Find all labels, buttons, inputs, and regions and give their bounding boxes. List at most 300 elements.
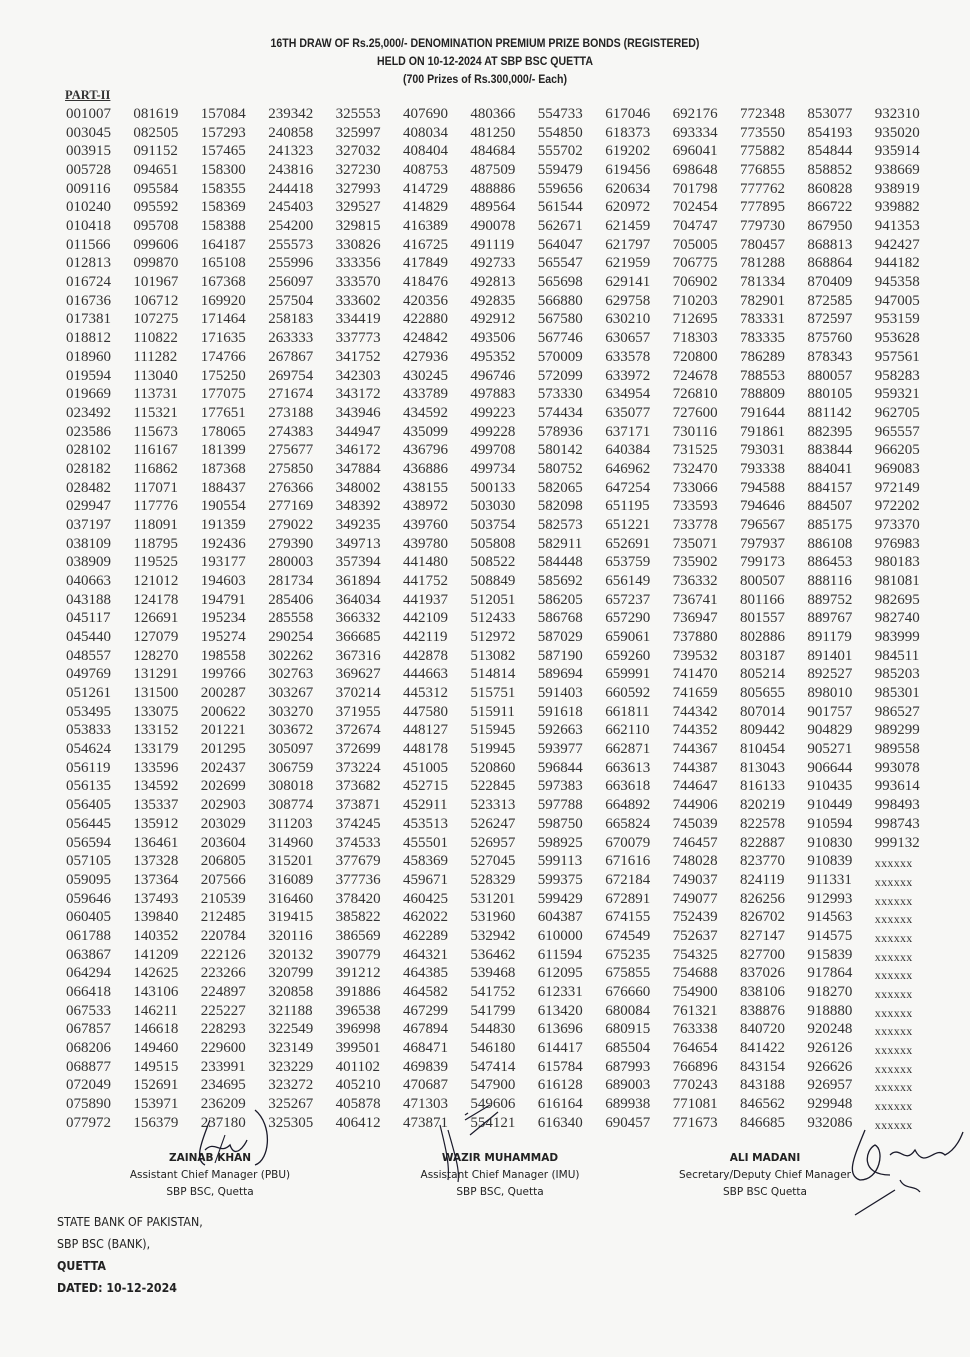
bond-number: 634954 <box>605 386 651 403</box>
bond-number: 981081 <box>874 573 920 589</box>
bond-number: 515751 <box>470 685 516 702</box>
bond-number: 777762 <box>740 180 785 197</box>
bond-number: 724678 <box>672 367 718 384</box>
bond-number: 323272 <box>268 1077 314 1094</box>
bond-number: 945358 <box>874 274 920 291</box>
bond-number: 794588 <box>740 479 785 496</box>
bond-number: 244418 <box>268 180 314 197</box>
bond-number: 408034 <box>403 124 448 141</box>
signatory-2 <box>395 1150 605 1201</box>
bond-number: 653759 <box>605 554 651 571</box>
bond-number: 822887 <box>740 834 785 851</box>
bond-number: 279390 <box>268 535 314 552</box>
bond-number: 436886 <box>403 460 448 477</box>
signatory-name: ZAINAB KHAN <box>168 1152 252 1164</box>
bond-number: 468471 <box>403 1040 448 1056</box>
bond-number: 976983 <box>874 535 920 552</box>
bond-number: 319415 <box>268 909 314 926</box>
bond-number: 598750 <box>537 815 583 832</box>
bond-number: 615784 <box>537 1058 583 1075</box>
bond-number: 803187 <box>740 647 785 664</box>
bond-number: 190554 <box>200 498 246 515</box>
bond-number: 053495 <box>66 703 111 720</box>
bond-number: 993614 <box>874 778 920 795</box>
bond-number: 082505 <box>133 124 179 141</box>
bond-number: 685504 <box>605 1040 651 1056</box>
bond-number: 884157 <box>807 479 853 496</box>
bond-number: 408404 <box>403 143 448 160</box>
bond-number: 783331 <box>740 311 785 328</box>
bond-number: 322549 <box>268 1021 314 1038</box>
bond-number: 731525 <box>672 442 718 459</box>
bond-number: 958283 <box>874 367 920 384</box>
bond-number: 490078 <box>470 218 516 235</box>
bond-number: 541799 <box>470 1002 516 1019</box>
bond-number: 826702 <box>740 909 785 926</box>
bond-number: 620634 <box>605 180 651 197</box>
bond-number: 786289 <box>740 348 785 365</box>
bond-number: 777895 <box>740 199 785 216</box>
bond-number: 224897 <box>200 983 246 1000</box>
bond-number: 741659 <box>672 685 718 702</box>
bond-number: 780457 <box>740 236 785 253</box>
bond-number: 912993 <box>807 890 853 907</box>
bond-number: 593977 <box>537 741 583 758</box>
prizes-info: (700 Prizes of Rs.300,000/- Each) <box>402 74 568 86</box>
bond-number: 158388 <box>200 218 246 235</box>
bond-number: 269754 <box>268 367 314 384</box>
bond-number: 503754 <box>470 516 516 533</box>
bond-number: 407690 <box>403 106 448 122</box>
bond-number: 441752 <box>403 573 448 589</box>
bond-number: 137493 <box>133 890 179 907</box>
bond-number: 853077 <box>807 106 853 122</box>
bond-number: 495352 <box>470 348 516 365</box>
bond-number: 341752 <box>335 348 381 365</box>
bond-number: 316089 <box>268 871 314 888</box>
bond-number: 081619 <box>133 106 179 122</box>
bond-number: 115673 <box>133 423 178 440</box>
bond-number: 043188 <box>66 591 111 608</box>
bond-number: 308774 <box>268 797 314 814</box>
bond-number: 610000 <box>537 927 583 944</box>
bond-number: 846685 <box>740 1114 785 1131</box>
bond-number: 680084 <box>605 1002 651 1019</box>
bond-number: 273188 <box>268 404 314 421</box>
bond-number: 414729 <box>403 180 448 197</box>
bond-number: 001007 <box>66 106 111 122</box>
bond-number: 126691 <box>133 610 179 627</box>
bond-number: 045117 <box>66 610 111 627</box>
bond-number: 630657 <box>605 330 651 347</box>
footer-date: DATED: 10-12-2024 <box>57 1281 177 1295</box>
bond-number: 256097 <box>268 274 314 291</box>
bond-number: 858852 <box>807 162 853 179</box>
bond-number: 016724 <box>66 274 111 291</box>
bond-number: 647254 <box>605 479 651 496</box>
bond-number: 656149 <box>605 573 651 589</box>
bond-number: 886453 <box>807 554 853 571</box>
bond-number: 373871 <box>335 797 381 814</box>
bond-number: 868813 <box>807 236 853 253</box>
bond-number: 320799 <box>268 965 314 982</box>
bond-number: 838106 <box>740 983 785 1000</box>
bond-number: 771081 <box>672 1096 718 1113</box>
bond-number: 554850 <box>537 124 583 141</box>
bond-number: 010418 <box>66 218 111 235</box>
bond-number: xxxxxx <box>874 968 913 983</box>
bond-number: 158300 <box>200 162 246 179</box>
bond-number: 701798 <box>672 180 718 197</box>
bond-number: 816133 <box>740 778 785 795</box>
bond-number: 651221 <box>605 516 651 533</box>
bond-number: 378420 <box>335 890 381 907</box>
bond-number: 152691 <box>133 1077 179 1094</box>
bond-number: 116167 <box>133 442 178 459</box>
bond-number: 038909 <box>66 554 111 571</box>
bond-number: 938919 <box>874 180 920 197</box>
bond-number: 329815 <box>335 218 381 235</box>
bond-number: 985301 <box>874 685 920 702</box>
bond-number: 618373 <box>605 124 651 141</box>
bond-number: 574434 <box>537 404 583 421</box>
bond-number: 212485 <box>200 909 246 926</box>
bond-number: 696041 <box>672 143 718 160</box>
bond-number: 640384 <box>605 442 651 459</box>
bond-number: 651195 <box>605 498 650 515</box>
bond-number: 661811 <box>605 703 650 720</box>
bond-number: 198558 <box>200 647 246 664</box>
bond-number: 028182 <box>66 460 111 477</box>
bond-number: 323149 <box>268 1040 314 1056</box>
bond-number: 234695 <box>200 1077 246 1094</box>
bond-number: 067533 <box>66 1002 111 1019</box>
bond-number: 965557 <box>874 423 920 440</box>
bond-number: 508522 <box>470 554 516 571</box>
bond-number: 972202 <box>874 498 920 515</box>
bond-number: 689003 <box>605 1077 651 1094</box>
bond-number: 225227 <box>200 1002 246 1019</box>
bond-number: 327032 <box>335 143 381 160</box>
bond-number: 113731 <box>133 386 178 403</box>
bond-number: 325997 <box>335 124 381 141</box>
bond-number: 889767 <box>807 610 853 627</box>
bond-number: 099870 <box>133 255 179 272</box>
bond-number: 910830 <box>807 834 853 851</box>
bond-number: 973370 <box>874 516 920 533</box>
bond-number: 616164 <box>537 1096 583 1113</box>
bond-number: 515911 <box>470 703 515 720</box>
bond-number: 932310 <box>874 106 920 122</box>
bond-number: 891401 <box>807 647 853 664</box>
bond-number: 146618 <box>133 1021 179 1038</box>
bond-number: 330826 <box>335 236 381 253</box>
bond-number: 664892 <box>605 797 651 814</box>
bond-number: 149515 <box>133 1058 179 1075</box>
bond-number: 838876 <box>740 1002 785 1019</box>
bond-number: 512051 <box>470 591 516 608</box>
bond-number: 280003 <box>268 554 314 571</box>
bond-number: 051261 <box>66 685 111 702</box>
bond-number: 980183 <box>874 554 920 571</box>
bond-number: 228293 <box>200 1021 246 1038</box>
bond-number: 133596 <box>133 759 179 776</box>
bond-number: 754900 <box>672 983 718 1000</box>
bond-number: 418476 <box>403 274 448 291</box>
bond-number: xxxxxx <box>874 949 913 964</box>
bond-number: 824119 <box>740 871 785 888</box>
bond-number: 349235 <box>335 516 381 533</box>
bond-number: 867950 <box>807 218 853 235</box>
bond-number: 554121 <box>470 1114 516 1131</box>
bond-number: 783335 <box>740 330 785 347</box>
bond-number: 935914 <box>874 143 920 160</box>
bond-number: 391212 <box>335 965 381 982</box>
bond-number: 222126 <box>200 946 246 963</box>
bond-number: 969083 <box>874 460 920 477</box>
bond-number: 473871 <box>403 1114 448 1131</box>
bond-number: 018960 <box>66 348 111 365</box>
bond-number: 998743 <box>874 815 920 832</box>
bond-number: 445312 <box>403 685 448 702</box>
bond-number: 133179 <box>133 741 179 758</box>
bond-number: 327993 <box>335 180 381 197</box>
bond-number: 320132 <box>268 946 314 963</box>
bond-number: 733593 <box>672 498 718 515</box>
bond-number: 659991 <box>605 666 651 683</box>
bond-number: 156379 <box>133 1114 179 1131</box>
bond-number: 202699 <box>200 778 246 795</box>
bond-number: 926626 <box>807 1058 853 1075</box>
bond-number: 174766 <box>200 348 246 365</box>
bond-number: xxxxxx <box>874 1005 913 1020</box>
bond-number: 285406 <box>268 591 314 608</box>
bond-number: 405878 <box>335 1096 381 1113</box>
bond-number: 754688 <box>672 965 718 982</box>
bond-number: 348392 <box>335 498 381 515</box>
bond-number: 910594 <box>807 815 853 832</box>
bond-number: 140352 <box>133 927 179 944</box>
bond-number: 982695 <box>874 591 920 608</box>
bond-number: 496746 <box>470 367 516 384</box>
bond-number: 396998 <box>335 1021 381 1038</box>
bond-number: 276366 <box>268 479 314 496</box>
bond-number: 564047 <box>537 236 583 253</box>
bond-number: 337773 <box>335 330 381 347</box>
bond-number: 134592 <box>133 778 179 795</box>
bond-number: 181399 <box>200 442 246 459</box>
bond-number: 188437 <box>200 479 246 496</box>
bond-number: 749077 <box>672 890 718 907</box>
bond-number: 257504 <box>268 292 314 309</box>
bond-number: 898010 <box>807 685 853 702</box>
bond-number: 169920 <box>200 292 246 309</box>
bond-number: 040663 <box>66 573 111 589</box>
bond-number: 481250 <box>470 124 516 141</box>
bond-number: 885175 <box>807 516 853 533</box>
bond-number: 346172 <box>335 442 381 459</box>
bond-number: 158369 <box>200 199 246 216</box>
bond-number: 972149 <box>874 479 920 496</box>
bond-number: 823770 <box>740 853 785 870</box>
bond-number: 464321 <box>403 946 448 963</box>
bond-number: 982740 <box>874 610 920 627</box>
bond-number: 139840 <box>133 909 179 926</box>
bond-number: 091152 <box>133 143 178 160</box>
bond-number: 585692 <box>537 573 583 589</box>
bond-number: 918270 <box>807 983 853 1000</box>
bond-number: xxxxxx <box>874 1080 913 1095</box>
bond-number: 939882 <box>874 199 920 216</box>
bond-number: 772348 <box>740 106 785 122</box>
bond-number: 357394 <box>335 554 381 571</box>
bond-number: 480366 <box>470 106 516 122</box>
bond-number: 448127 <box>403 722 448 739</box>
bond-number: 875760 <box>807 330 853 347</box>
bond-number: 177075 <box>200 386 246 403</box>
bond-number: 471303 <box>403 1096 448 1113</box>
signatory-office: SBP BSC Quetta <box>723 1186 807 1198</box>
bond-number: 467299 <box>403 1002 448 1019</box>
bond-number: 687993 <box>605 1058 651 1075</box>
bond-number: 531960 <box>470 909 516 926</box>
bond-number: 061788 <box>66 927 111 944</box>
signatory-3 <box>660 1150 870 1201</box>
bond-number: 302763 <box>268 666 314 683</box>
bond-number: 321188 <box>268 1002 313 1019</box>
bond-number: 878343 <box>807 348 853 365</box>
bond-number: 635077 <box>605 404 651 421</box>
bond-number: 589694 <box>537 666 583 683</box>
bond-number: 068206 <box>66 1040 111 1056</box>
bond-number: 752637 <box>672 927 718 944</box>
bond-number: 880105 <box>807 386 853 403</box>
bond-number: 652691 <box>605 535 651 552</box>
bond-number: 094651 <box>133 162 179 179</box>
bond-number: 489564 <box>470 199 516 216</box>
bond-number: 536462 <box>470 946 516 963</box>
bond-number: 157465 <box>200 143 246 160</box>
bond-number: 141209 <box>133 946 179 963</box>
bond-number: 045440 <box>66 629 111 646</box>
bond-number: 881142 <box>807 404 852 421</box>
bond-number: 675235 <box>605 946 651 963</box>
bond-number: 616128 <box>537 1077 583 1094</box>
bond-number: 744906 <box>672 797 718 814</box>
bond-number: 892527 <box>807 666 853 683</box>
bond-number: 674549 <box>605 927 651 944</box>
bond-number: 763338 <box>672 1021 718 1038</box>
bond-number: 766896 <box>672 1058 718 1075</box>
bond-number: 665824 <box>605 815 651 832</box>
bond-number: xxxxxx <box>874 1061 913 1076</box>
bond-number: xxxxxx <box>874 893 913 908</box>
bond-number: 630210 <box>605 311 651 328</box>
bond-number: 567746 <box>537 330 583 347</box>
bond-number: 597788 <box>537 797 583 814</box>
bond-number: 999132 <box>874 834 920 851</box>
bond-number: 698648 <box>672 162 718 179</box>
bond-number: 271674 <box>268 386 314 403</box>
bond-number: 487509 <box>470 162 516 179</box>
bond-number: 101967 <box>133 274 179 291</box>
bond-number: 911331 <box>807 871 852 888</box>
bond-number: 422880 <box>403 311 448 328</box>
bond-number: 373224 <box>335 759 381 776</box>
bond-number: 941353 <box>874 218 920 235</box>
bond-number: 689938 <box>605 1096 651 1113</box>
bond-number: 616340 <box>537 1114 583 1131</box>
bond-number: 135337 <box>133 797 179 814</box>
bond-number: 118091 <box>133 516 178 533</box>
bond-number: 053833 <box>66 722 111 739</box>
bond-number: 191359 <box>200 516 246 533</box>
bond-number: 733066 <box>672 479 718 496</box>
bond-number: 439780 <box>403 535 448 552</box>
bond-number: 926126 <box>807 1040 853 1056</box>
bond-number: 133075 <box>133 703 179 720</box>
bond-number: 746457 <box>672 834 718 851</box>
bond-number: 920248 <box>807 1021 853 1038</box>
bond-number: 377679 <box>335 853 381 870</box>
bond-number: 736332 <box>672 573 718 589</box>
bond-number: 918880 <box>807 1002 853 1019</box>
bond-number: 343946 <box>335 404 381 421</box>
bond-number: 989299 <box>874 722 920 739</box>
bond-number: 095584 <box>133 180 179 197</box>
bond-number: 882395 <box>807 423 853 440</box>
bond-number: 801557 <box>740 610 785 627</box>
bond-number: 672891 <box>605 890 651 907</box>
part-label: PART-II <box>65 88 111 102</box>
bond-number: 866722 <box>807 199 853 216</box>
bond-number: 986527 <box>874 703 920 720</box>
bond-number: 203029 <box>200 815 246 832</box>
bond-number: 037197 <box>66 516 111 533</box>
bond-number: 843188 <box>740 1077 785 1094</box>
bond-number: 957561 <box>874 348 920 365</box>
bond-number: 171464 <box>200 311 246 328</box>
bond-number: 303270 <box>268 703 314 720</box>
bond-number: 565698 <box>537 274 583 291</box>
bond-number: 544830 <box>470 1021 516 1038</box>
bond-number: 793031 <box>740 442 785 459</box>
bond-number: 327230 <box>335 162 381 179</box>
bond-number: 613696 <box>537 1021 583 1038</box>
bond-number: 799173 <box>740 554 785 571</box>
bond-number: 662871 <box>605 741 651 758</box>
bond-number: 827147 <box>740 927 785 944</box>
bond-number: 744342 <box>672 703 718 720</box>
bond-number: 621797 <box>605 236 651 253</box>
bond-number: 447580 <box>403 703 448 720</box>
bond-number: 056594 <box>66 834 111 851</box>
bond-number: 547414 <box>470 1058 516 1075</box>
bond-number: 619456 <box>605 162 651 179</box>
bond-number: 854844 <box>807 143 853 160</box>
bond-number: 153971 <box>133 1096 179 1113</box>
bond-number: 373682 <box>335 778 381 795</box>
bond-number: 657237 <box>605 591 651 608</box>
bond-number: 880057 <box>807 367 853 384</box>
bond-number: 484684 <box>470 143 516 160</box>
bond-number: 565547 <box>537 255 583 272</box>
bond-number: 749037 <box>672 871 718 888</box>
bond-number: xxxxxx <box>874 930 913 945</box>
bond-number: 436796 <box>403 442 448 459</box>
bond-number: 361894 <box>335 573 381 589</box>
bond-number: 567580 <box>537 311 583 328</box>
